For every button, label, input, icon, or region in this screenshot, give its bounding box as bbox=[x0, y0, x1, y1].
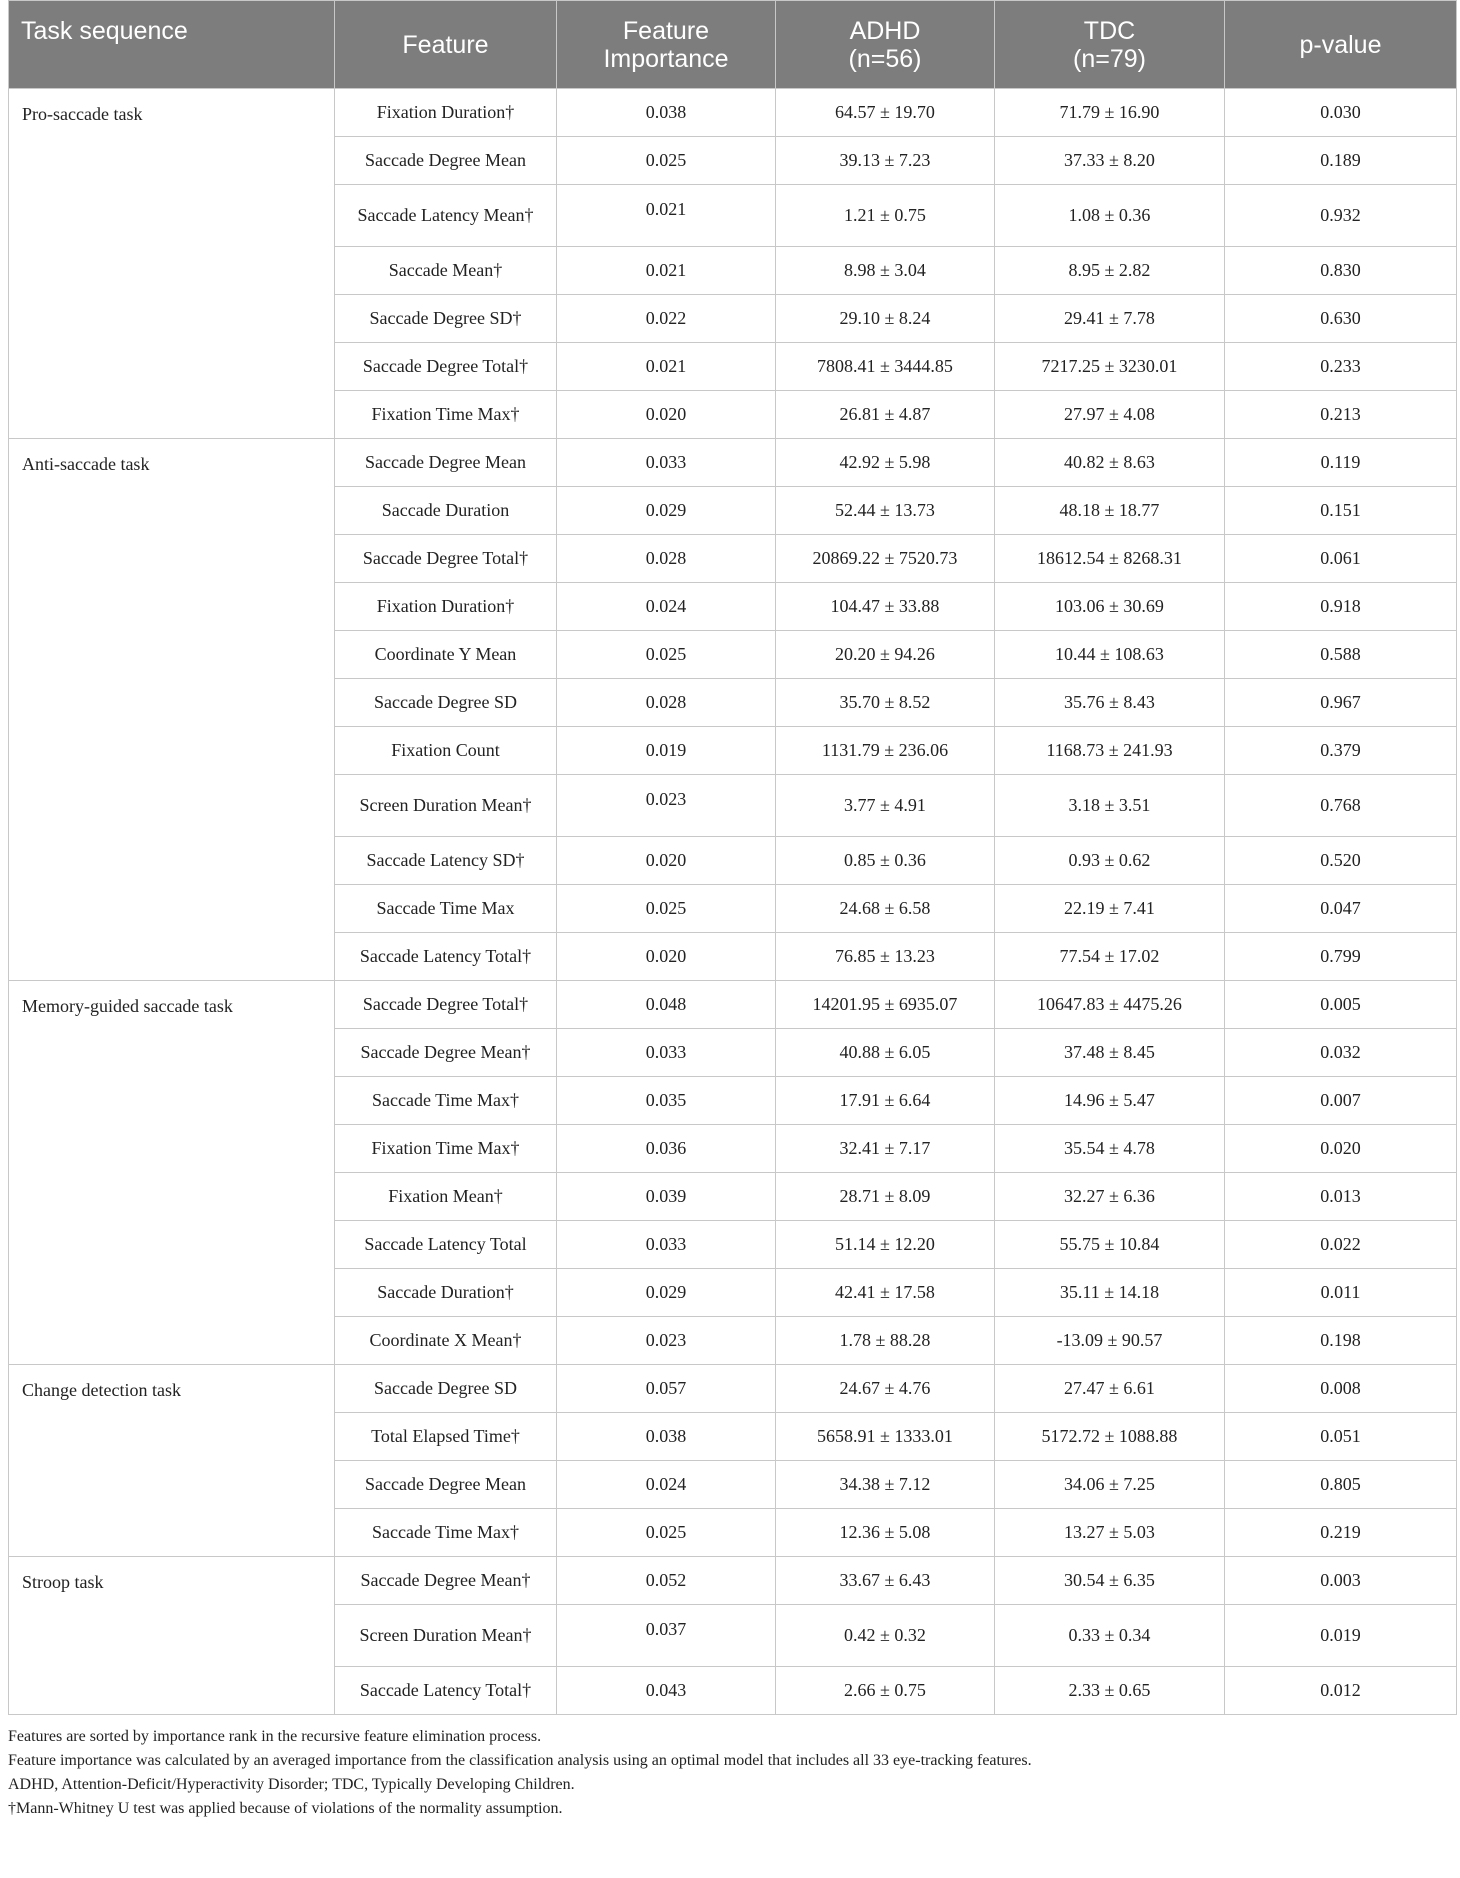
tdc-cell: 30.54 ± 6.35 bbox=[995, 1557, 1225, 1605]
table-header bbox=[9, 1, 1457, 89]
tdc-cell: 22.19 ± 7.41 bbox=[995, 885, 1225, 933]
importance-cell: 0.052 bbox=[557, 1557, 776, 1605]
pvalue-cell: 0.061 bbox=[1225, 535, 1457, 583]
tdc-cell: 1168.73 ± 241.93 bbox=[995, 727, 1225, 775]
importance-cell: 0.020 bbox=[557, 391, 776, 439]
adhd-cell: 1.21 ± 0.75 bbox=[776, 185, 995, 247]
adhd-cell: 76.85 ± 13.23 bbox=[776, 933, 995, 981]
feature-cell: Saccade Degree SD bbox=[335, 1365, 557, 1413]
tdc-cell: 7217.25 ± 3230.01 bbox=[995, 343, 1225, 391]
pvalue-cell: 0.918 bbox=[1225, 583, 1457, 631]
feature-cell: Fixation Duration† bbox=[335, 89, 557, 137]
header-importance: Feature Importance bbox=[557, 1, 776, 89]
tdc-cell: 27.47 ± 6.61 bbox=[995, 1365, 1225, 1413]
feature-cell: Coordinate X Mean† bbox=[335, 1317, 557, 1365]
adhd-cell: 1131.79 ± 236.06 bbox=[776, 727, 995, 775]
tdc-cell: 0.93 ± 0.62 bbox=[995, 837, 1225, 885]
adhd-cell: 29.10 ± 8.24 bbox=[776, 295, 995, 343]
adhd-cell: 33.67 ± 6.43 bbox=[776, 1557, 995, 1605]
feature-cell: Saccade Degree Total† bbox=[335, 343, 557, 391]
feature-cell: Fixation Mean† bbox=[335, 1173, 557, 1221]
importance-cell: 0.021 bbox=[557, 343, 776, 391]
importance-cell: 0.023 bbox=[557, 1317, 776, 1365]
adhd-cell: 64.57 ± 19.70 bbox=[776, 89, 995, 137]
pvalue-cell: 0.830 bbox=[1225, 247, 1457, 295]
feature-cell: Saccade Latency Total† bbox=[335, 1667, 557, 1715]
feature-cell: Saccade Latency Mean† bbox=[335, 185, 557, 247]
tdc-cell: 103.06 ± 30.69 bbox=[995, 583, 1225, 631]
importance-cell: 0.023 bbox=[557, 775, 776, 837]
adhd-cell: 20.20 ± 94.26 bbox=[776, 631, 995, 679]
importance-cell: 0.025 bbox=[557, 885, 776, 933]
feature-cell: Saccade Latency SD† bbox=[335, 837, 557, 885]
tdc-cell: 40.82 ± 8.63 bbox=[995, 439, 1225, 487]
importance-cell: 0.028 bbox=[557, 679, 776, 727]
feature-cell: Saccade Time Max† bbox=[335, 1509, 557, 1557]
pvalue-cell: 0.520 bbox=[1225, 837, 1457, 885]
header-feature: Feature bbox=[335, 1, 557, 89]
adhd-cell: 42.92 ± 5.98 bbox=[776, 439, 995, 487]
adhd-cell: 5658.91 ± 1333.01 bbox=[776, 1413, 995, 1461]
tdc-cell: 0.33 ± 0.34 bbox=[995, 1605, 1225, 1667]
adhd-cell: 2.66 ± 0.75 bbox=[776, 1667, 995, 1715]
adhd-cell: 0.85 ± 0.36 bbox=[776, 837, 995, 885]
importance-cell: 0.020 bbox=[557, 837, 776, 885]
pvalue-cell: 0.051 bbox=[1225, 1413, 1457, 1461]
pvalue-cell: 0.119 bbox=[1225, 439, 1457, 487]
tdc-cell: 3.18 ± 3.51 bbox=[995, 775, 1225, 837]
footnote: †Mann-Whitney U test was applied because of violations of the normality assumption. bbox=[8, 1800, 563, 1817]
feature-cell: Screen Duration Mean† bbox=[335, 1605, 557, 1667]
tdc-cell: 37.48 ± 8.45 bbox=[995, 1029, 1225, 1077]
pvalue-cell: 0.020 bbox=[1225, 1125, 1457, 1173]
feature-cell: Fixation Count bbox=[335, 727, 557, 775]
footnote: Features are sorted by importance rank in the recursive feature elimination process. bbox=[8, 1728, 542, 1745]
importance-cell: 0.038 bbox=[557, 1413, 776, 1461]
task-sequence-cell: Anti-saccade task bbox=[9, 439, 335, 981]
pvalue-cell: 0.630 bbox=[1225, 295, 1457, 343]
tdc-cell: 10647.83 ± 4475.26 bbox=[995, 981, 1225, 1029]
table-footnotes bbox=[8, 1725, 1456, 1821]
feature-cell: Screen Duration Mean† bbox=[335, 775, 557, 837]
tdc-cell: 5172.72 ± 1088.88 bbox=[995, 1413, 1225, 1461]
adhd-cell: 32.41 ± 7.17 bbox=[776, 1125, 995, 1173]
adhd-cell: 8.98 ± 3.04 bbox=[776, 247, 995, 295]
importance-cell: 0.036 bbox=[557, 1125, 776, 1173]
adhd-cell: 42.41 ± 17.58 bbox=[776, 1269, 995, 1317]
adhd-cell: 52.44 ± 13.73 bbox=[776, 487, 995, 535]
pvalue-cell: 0.012 bbox=[1225, 1667, 1457, 1715]
tdc-cell: 27.97 ± 4.08 bbox=[995, 391, 1225, 439]
tdc-cell: -13.09 ± 90.57 bbox=[995, 1317, 1225, 1365]
adhd-cell: 24.68 ± 6.58 bbox=[776, 885, 995, 933]
feature-cell: Fixation Duration† bbox=[335, 583, 557, 631]
tdc-cell: 18612.54 ± 8268.31 bbox=[995, 535, 1225, 583]
adhd-cell: 26.81 ± 4.87 bbox=[776, 391, 995, 439]
importance-cell: 0.022 bbox=[557, 295, 776, 343]
feature-cell: Saccade Duration bbox=[335, 487, 557, 535]
pvalue-cell: 0.379 bbox=[1225, 727, 1457, 775]
tdc-cell: 2.33 ± 0.65 bbox=[995, 1667, 1225, 1715]
adhd-cell: 3.77 ± 4.91 bbox=[776, 775, 995, 837]
importance-cell: 0.028 bbox=[557, 535, 776, 583]
pvalue-cell: 0.030 bbox=[1225, 89, 1457, 137]
pvalue-cell: 0.799 bbox=[1225, 933, 1457, 981]
feature-cell: Saccade Degree Total† bbox=[335, 535, 557, 583]
importance-cell: 0.035 bbox=[557, 1077, 776, 1125]
task-sequence-cell: Memory-guided saccade task bbox=[9, 981, 335, 1365]
importance-cell: 0.019 bbox=[557, 727, 776, 775]
table-row bbox=[9, 1365, 1457, 1413]
importance-cell: 0.033 bbox=[557, 1029, 776, 1077]
adhd-cell: 7808.41 ± 3444.85 bbox=[776, 343, 995, 391]
tdc-cell: 10.44 ± 108.63 bbox=[995, 631, 1225, 679]
feature-cell: Saccade Mean† bbox=[335, 247, 557, 295]
tdc-cell: 48.18 ± 18.77 bbox=[995, 487, 1225, 535]
tdc-cell: 55.75 ± 10.84 bbox=[995, 1221, 1225, 1269]
feature-cell: Saccade Time Max† bbox=[335, 1077, 557, 1125]
feature-cell: Saccade Degree SD bbox=[335, 679, 557, 727]
feature-cell: Saccade Degree Mean bbox=[335, 1461, 557, 1509]
importance-cell: 0.033 bbox=[557, 1221, 776, 1269]
importance-cell: 0.029 bbox=[557, 487, 776, 535]
pvalue-cell: 0.047 bbox=[1225, 885, 1457, 933]
pvalue-cell: 0.932 bbox=[1225, 185, 1457, 247]
feature-cell: Saccade Degree Mean† bbox=[335, 1557, 557, 1605]
table-row bbox=[9, 1557, 1457, 1605]
pvalue-cell: 0.805 bbox=[1225, 1461, 1457, 1509]
pvalue-cell: 0.022 bbox=[1225, 1221, 1457, 1269]
pvalue-cell: 0.151 bbox=[1225, 487, 1457, 535]
adhd-cell: 17.91 ± 6.64 bbox=[776, 1077, 995, 1125]
importance-cell: 0.020 bbox=[557, 933, 776, 981]
table-body bbox=[9, 89, 1457, 1715]
header-pvalue: p-value bbox=[1225, 1, 1457, 89]
header-task-sequence: Task sequence bbox=[9, 1, 335, 89]
pvalue-cell: 0.189 bbox=[1225, 137, 1457, 185]
header-tdc: TDC (n=79) bbox=[995, 1, 1225, 89]
feature-cell: Saccade Degree Total† bbox=[335, 981, 557, 1029]
feature-cell: Saccade Degree Mean bbox=[335, 439, 557, 487]
feature-cell: Saccade Degree Mean bbox=[335, 137, 557, 185]
tdc-cell: 29.41 ± 7.78 bbox=[995, 295, 1225, 343]
feature-cell: Fixation Time Max† bbox=[335, 1125, 557, 1173]
table-row bbox=[9, 439, 1457, 487]
tdc-cell: 34.06 ± 7.25 bbox=[995, 1461, 1225, 1509]
footnote: Feature importance was calculated by an averaged importance from the classification analysis using an optimal model that includes all 33 eye-tracking features. bbox=[8, 1752, 1032, 1769]
pvalue-cell: 0.032 bbox=[1225, 1029, 1457, 1077]
importance-cell: 0.048 bbox=[557, 981, 776, 1029]
feature-cell: Saccade Duration† bbox=[335, 1269, 557, 1317]
pvalue-cell: 0.588 bbox=[1225, 631, 1457, 679]
importance-cell: 0.037 bbox=[557, 1605, 776, 1667]
feature-cell: Saccade Latency Total bbox=[335, 1221, 557, 1269]
pvalue-cell: 0.011 bbox=[1225, 1269, 1457, 1317]
adhd-cell: 0.42 ± 0.32 bbox=[776, 1605, 995, 1667]
tdc-cell: 35.11 ± 14.18 bbox=[995, 1269, 1225, 1317]
adhd-cell: 34.38 ± 7.12 bbox=[776, 1461, 995, 1509]
pvalue-cell: 0.213 bbox=[1225, 391, 1457, 439]
importance-cell: 0.033 bbox=[557, 439, 776, 487]
feature-cell: Saccade Latency Total† bbox=[335, 933, 557, 981]
adhd-cell: 24.67 ± 4.76 bbox=[776, 1365, 995, 1413]
tdc-cell: 77.54 ± 17.02 bbox=[995, 933, 1225, 981]
importance-cell: 0.024 bbox=[557, 1461, 776, 1509]
pvalue-cell: 0.013 bbox=[1225, 1173, 1457, 1221]
tdc-cell: 14.96 ± 5.47 bbox=[995, 1077, 1225, 1125]
pvalue-cell: 0.003 bbox=[1225, 1557, 1457, 1605]
feature-cell: Saccade Time Max bbox=[335, 885, 557, 933]
importance-cell: 0.038 bbox=[557, 89, 776, 137]
pvalue-cell: 0.967 bbox=[1225, 679, 1457, 727]
importance-cell: 0.024 bbox=[557, 583, 776, 631]
tdc-cell: 1.08 ± 0.36 bbox=[995, 185, 1225, 247]
results-table-container bbox=[8, 0, 1456, 1821]
footnote: ADHD, Attention-Deficit/Hyperactivity Disorder; TDC, Typically Developing Children. bbox=[8, 1776, 575, 1793]
pvalue-cell: 0.005 bbox=[1225, 981, 1457, 1029]
tdc-cell: 71.79 ± 16.90 bbox=[995, 89, 1225, 137]
feature-table bbox=[8, 0, 1457, 1715]
task-sequence-cell: Stroop task bbox=[9, 1557, 335, 1715]
adhd-cell: 40.88 ± 6.05 bbox=[776, 1029, 995, 1077]
adhd-cell: 51.14 ± 12.20 bbox=[776, 1221, 995, 1269]
pvalue-cell: 0.219 bbox=[1225, 1509, 1457, 1557]
header-adhd: ADHD (n=56) bbox=[776, 1, 995, 89]
task-sequence-cell: Change detection task bbox=[9, 1365, 335, 1557]
feature-cell: Coordinate Y Mean bbox=[335, 631, 557, 679]
importance-cell: 0.025 bbox=[557, 1509, 776, 1557]
adhd-cell: 28.71 ± 8.09 bbox=[776, 1173, 995, 1221]
tdc-cell: 8.95 ± 2.82 bbox=[995, 247, 1225, 295]
importance-cell: 0.057 bbox=[557, 1365, 776, 1413]
feature-cell: Fixation Time Max† bbox=[335, 391, 557, 439]
adhd-cell: 20869.22 ± 7520.73 bbox=[776, 535, 995, 583]
importance-cell: 0.043 bbox=[557, 1667, 776, 1715]
importance-cell: 0.021 bbox=[557, 185, 776, 247]
pvalue-cell: 0.019 bbox=[1225, 1605, 1457, 1667]
tdc-cell: 35.54 ± 4.78 bbox=[995, 1125, 1225, 1173]
adhd-cell: 14201.95 ± 6935.07 bbox=[776, 981, 995, 1029]
feature-cell: Total Elapsed Time† bbox=[335, 1413, 557, 1461]
tdc-cell: 35.76 ± 8.43 bbox=[995, 679, 1225, 727]
pvalue-cell: 0.768 bbox=[1225, 775, 1457, 837]
adhd-cell: 12.36 ± 5.08 bbox=[776, 1509, 995, 1557]
adhd-cell: 1.78 ± 88.28 bbox=[776, 1317, 995, 1365]
feature-cell: Saccade Degree Mean† bbox=[335, 1029, 557, 1077]
pvalue-cell: 0.233 bbox=[1225, 343, 1457, 391]
feature-cell: Saccade Degree SD† bbox=[335, 295, 557, 343]
task-sequence-cell: Pro-saccade task bbox=[9, 89, 335, 439]
importance-cell: 0.039 bbox=[557, 1173, 776, 1221]
pvalue-cell: 0.008 bbox=[1225, 1365, 1457, 1413]
pvalue-cell: 0.198 bbox=[1225, 1317, 1457, 1365]
tdc-cell: 13.27 ± 5.03 bbox=[995, 1509, 1225, 1557]
pvalue-cell: 0.007 bbox=[1225, 1077, 1457, 1125]
table-row bbox=[9, 89, 1457, 137]
importance-cell: 0.025 bbox=[557, 137, 776, 185]
importance-cell: 0.029 bbox=[557, 1269, 776, 1317]
table-row bbox=[9, 981, 1457, 1029]
adhd-cell: 35.70 ± 8.52 bbox=[776, 679, 995, 727]
tdc-cell: 32.27 ± 6.36 bbox=[995, 1173, 1225, 1221]
tdc-cell: 37.33 ± 8.20 bbox=[995, 137, 1225, 185]
adhd-cell: 104.47 ± 33.88 bbox=[776, 583, 995, 631]
importance-cell: 0.021 bbox=[557, 247, 776, 295]
importance-cell: 0.025 bbox=[557, 631, 776, 679]
adhd-cell: 39.13 ± 7.23 bbox=[776, 137, 995, 185]
